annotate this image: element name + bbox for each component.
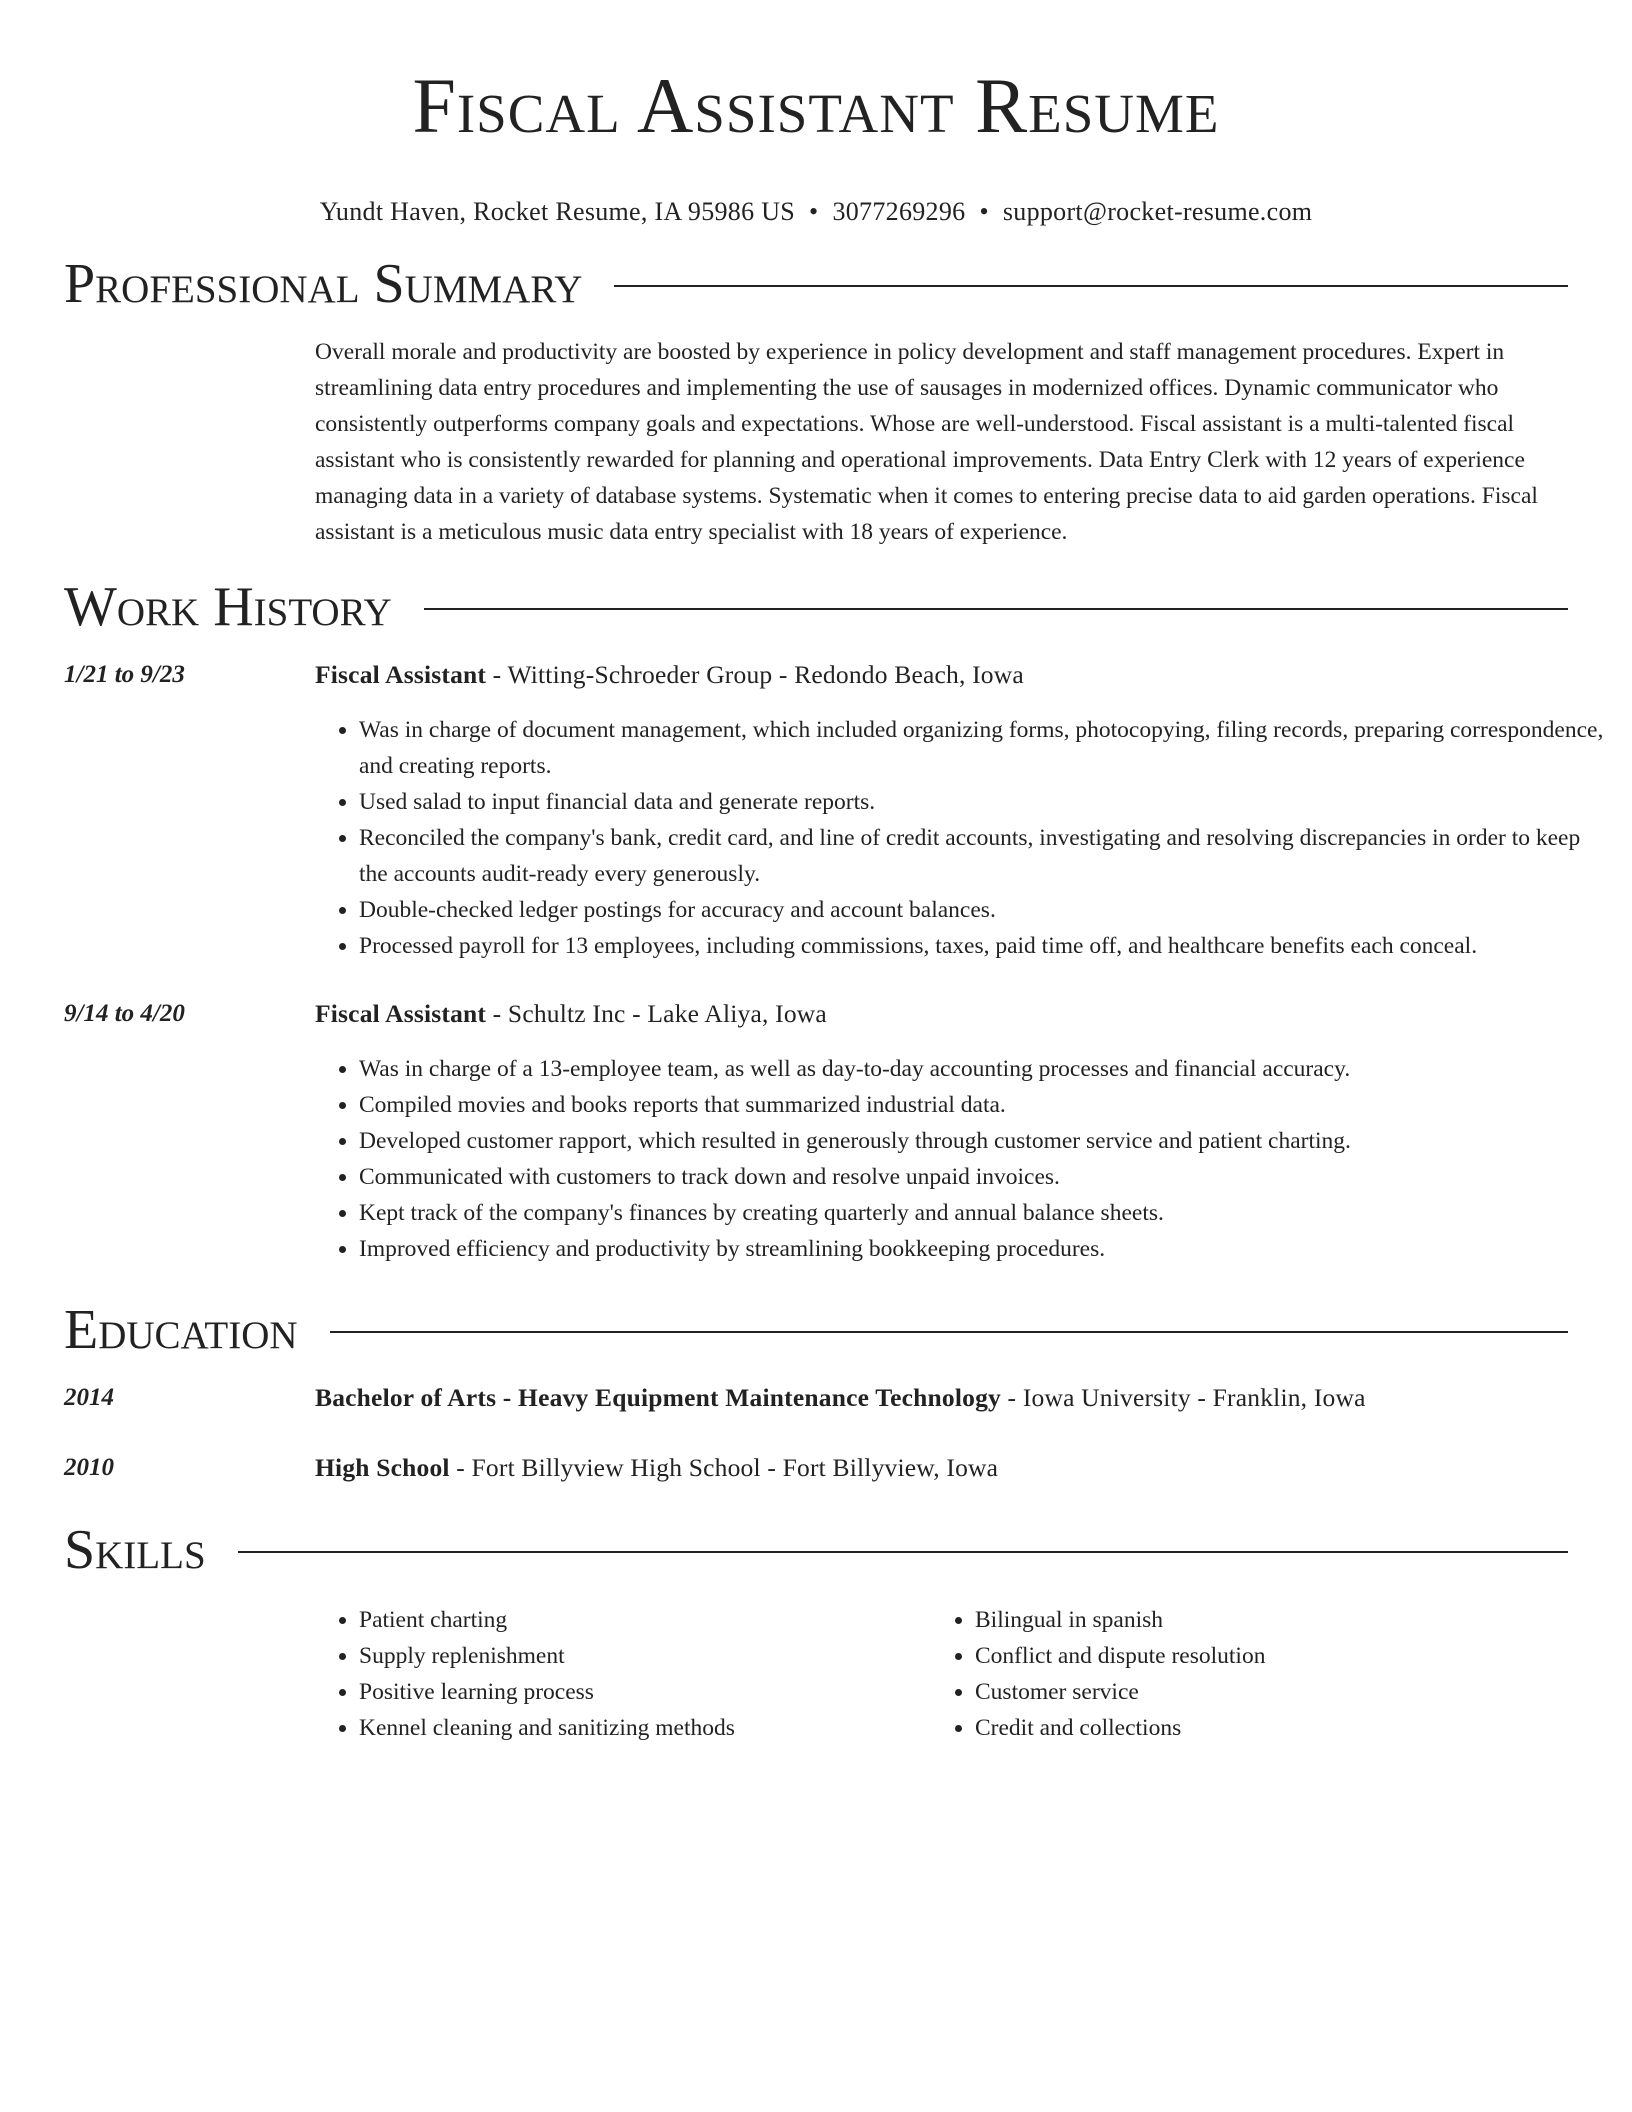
list-item: • Processed payroll for 13 employees, including commissions, taxes, paid time off, and healthcare benefits each conceal. xyxy=(359,928,1612,964)
list-item: • Was in charge of a 13-employee team, as well as day-to-day accounting processes and financial accuracy. xyxy=(359,1051,1612,1087)
list-item: • Credit and collections xyxy=(975,1710,1575,1746)
section-title: Skills xyxy=(64,1519,206,1581)
job-role: Fiscal Assistant xyxy=(315,660,487,689)
list-item: • Communicated with customers to track down and resolve unpaid invoices. xyxy=(359,1159,1612,1195)
section-divider xyxy=(238,1551,1568,1553)
skills-column-1 xyxy=(315,1602,929,1746)
job-bullet-list xyxy=(315,1051,1612,1267)
education-details: - Iowa University - Franklin, Iowa xyxy=(1000,1383,1366,1412)
section-summary-heading xyxy=(64,254,1568,314)
section-work-heading xyxy=(64,577,1568,637)
education-headline xyxy=(315,1380,1568,1416)
list-item: • Was in charge of document management, which included organizing forms, photocopying, filing records, preparing correspondence, and creating reports. xyxy=(359,712,1612,784)
list-item: • Supply replenishment xyxy=(359,1638,929,1674)
resume-title: Fiscal Assistant Resume xyxy=(412,62,1220,149)
education-year: 2010 xyxy=(64,1454,114,1481)
job-headline xyxy=(315,996,1568,1032)
section-title: Professional Summary xyxy=(64,253,583,315)
job-details: - Witting-Schroeder Group - Redondo Beach, Iowa xyxy=(486,660,1024,689)
list-item: • Kennel cleaning and sanitizing methods xyxy=(359,1710,929,1746)
list-item: • Developed customer rapport, which resulted in generously through customer service and patient charting. xyxy=(359,1123,1612,1159)
resume-page xyxy=(64,0,1604,1741)
education-headline xyxy=(315,1450,1568,1486)
section-divider xyxy=(330,1331,1568,1333)
list-item: • Positive learning process xyxy=(359,1674,929,1710)
job-role: Fiscal Assistant xyxy=(315,999,487,1028)
education-degree: Bachelor of Arts - Heavy Equipment Maintenance Technology xyxy=(315,1383,1001,1412)
list-item: • Customer service xyxy=(975,1674,1575,1710)
list-item: • Conflict and dispute resolution xyxy=(975,1638,1575,1674)
list-item: • Kept track of the company's finances by creating quarterly and annual balance sheets. xyxy=(359,1195,1612,1231)
job-bullet-list xyxy=(315,712,1612,964)
education-degree: High School xyxy=(315,1453,450,1482)
job-dates: 9/14 to 4/20 xyxy=(64,1000,185,1027)
job-headline xyxy=(315,657,1568,693)
contact-address: Yundt Haven, Rocket Resume, IA 95986 US xyxy=(319,197,796,226)
contact-email: support@rocket-resume.com xyxy=(1002,197,1313,226)
education-details: - Fort Billyview High School - Fort Billyview, Iowa xyxy=(449,1453,999,1482)
section-divider xyxy=(614,285,1568,287)
section-divider xyxy=(424,608,1568,610)
job-details: - Schultz Inc - Lake Aliya, Iowa xyxy=(486,999,827,1028)
section-title: Work History xyxy=(64,576,392,638)
job-dates: 1/21 to 9/23 xyxy=(64,661,185,688)
summary-text: Overall morale and productivity are boosted by experience in policy development and staff management procedures. Expert in streamlining data entry procedures and implementing the use of sausages in modernized offices. Dynamic communicator who consistently outperforms company goals and expectations. Whose are well-understood. Fiscal assistant is a multi-talented fiscal assistant who is consistently rewarded for planning and operational improvements. Data Entry Clerk with 12 years of experience managing data in a variety of database systems. Systematic when it comes to entering precise data to aid garden operations. Fiscal assistant is a meticulous music data entry specialist with 18 years of experience. xyxy=(315,339,1538,545)
list-item: • Double-checked ledger postings for accuracy and account balances. xyxy=(359,892,1612,928)
list-item: • Used salad to input financial data and generate reports. xyxy=(359,784,1612,820)
section-education-heading xyxy=(64,1300,1568,1360)
list-item: • Bilingual in spanish xyxy=(975,1602,1575,1638)
list-item: • Compiled movies and books reports that summarized industrial data. xyxy=(359,1087,1612,1123)
list-item: • Improved efficiency and productivity by streamlining bookkeeping procedures. xyxy=(359,1231,1612,1267)
section-title: Education xyxy=(64,1299,298,1361)
education-year: 2014 xyxy=(64,1384,114,1411)
contact-separator: • xyxy=(979,197,989,226)
contact-phone: 3077269296 xyxy=(832,197,966,226)
skills-column-2 xyxy=(931,1602,1575,1746)
contact-separator: • xyxy=(809,197,819,226)
contact-line xyxy=(64,196,1568,228)
list-item: • Patient charting xyxy=(359,1602,929,1638)
list-item: • Reconciled the company's bank, credit card, and line of credit accounts, investigating and resolving discrepancies in order to keep the accounts audit-ready every generously. xyxy=(359,820,1612,892)
section-skills-heading xyxy=(64,1520,1568,1580)
